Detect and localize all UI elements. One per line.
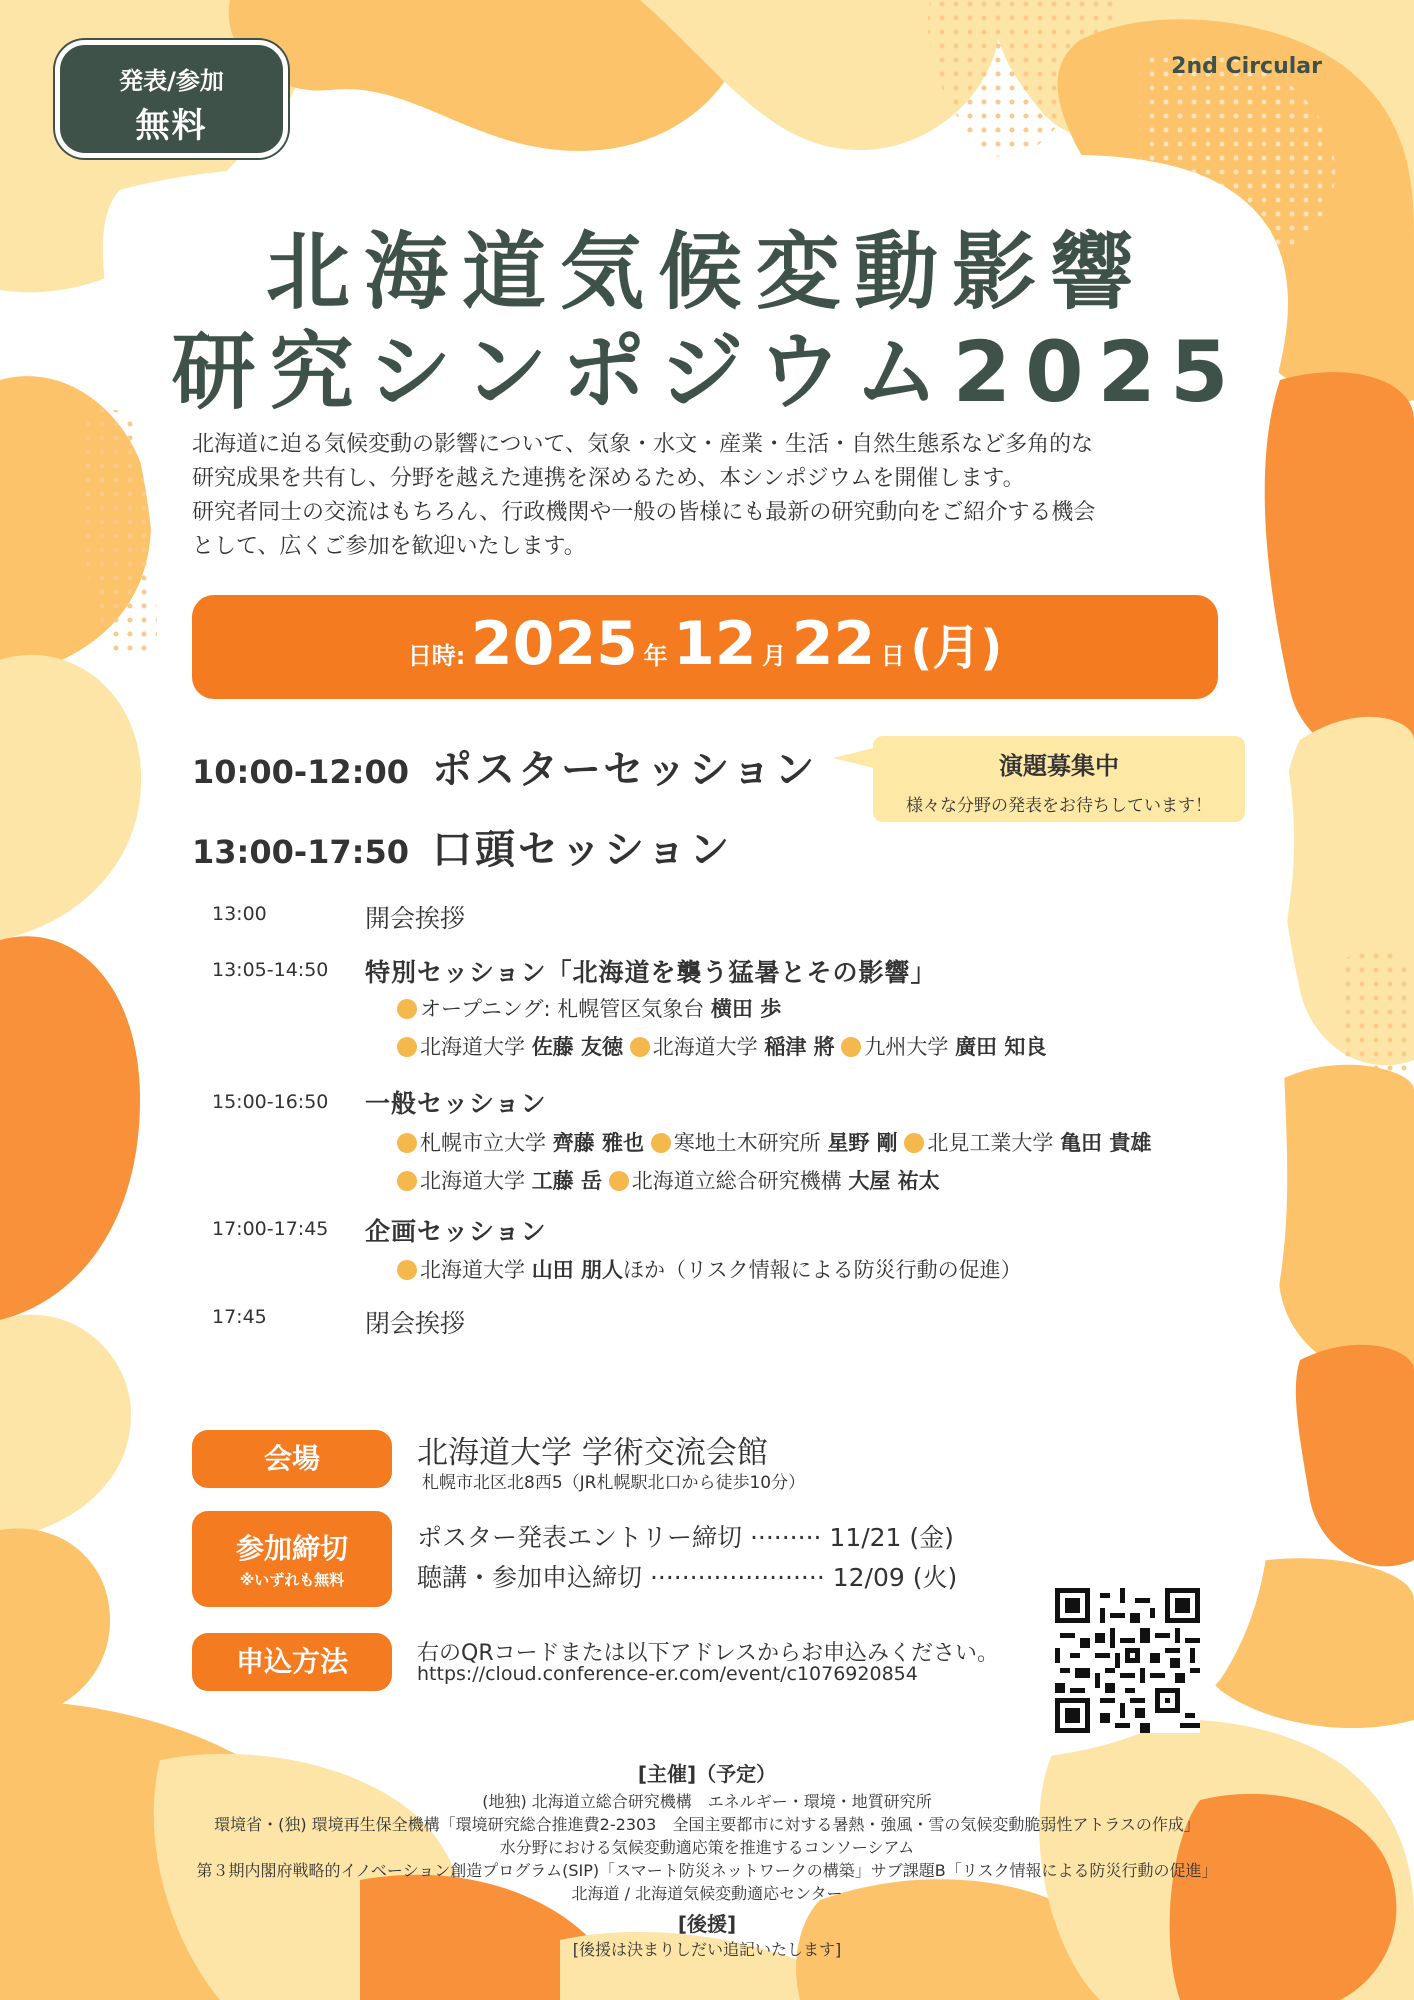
speaker-name: 稲津 將 [764, 1035, 835, 1059]
badge-line2: 無料 [135, 106, 208, 146]
circle-bullet-icon [397, 1171, 417, 1191]
deadline-label [192, 1511, 392, 1607]
speaker-org: 九州大学 [864, 1035, 956, 1059]
organizer-line: 環境省・(独) 環境再生保全機構「環境研究総合推進費2-2303 全国主要都市に対する暑熱・強風・雪の気候変動脆弱性アトラスの作成」 [214, 1815, 1200, 1834]
speaker-org: 北海道大学 [652, 1035, 765, 1059]
callout-title: 演題募集中 [999, 752, 1119, 780]
intro-paragraph [192, 428, 1242, 564]
program-title: 閉会挨拶 [365, 1309, 466, 1338]
circle-bullet-icon [397, 1037, 417, 1057]
intro-line: 研究者同士の交流はもちろん、行政機関や一般の皆様にも最新の研究動向をご紹介する機会 [192, 500, 1096, 525]
speaker-org: 札幌市立大学 [420, 1131, 553, 1155]
program-title: 企画セッション [365, 1217, 547, 1246]
organizers-heading: [主催]（予定） [637, 1762, 777, 1786]
date-day: 22 [791, 609, 876, 679]
circle-bullet-icon [904, 1133, 924, 1153]
poster-session [192, 738, 817, 795]
date-label: 日時: [407, 642, 466, 670]
speaker-line [397, 993, 781, 1023]
organizer-line: 水分野における気候変動適応策を推進するコンソーシアム [499, 1838, 915, 1857]
support-heading: [後援] [677, 1912, 737, 1936]
speaker-note: ほか（リスク情報による防災行動の促進） [623, 1258, 1022, 1282]
speaker-line [397, 1127, 1151, 1157]
speaker-name: 佐藤 友徳 [531, 1035, 623, 1059]
callout-subtitle: 様々な分野の発表をお待ちしています！ [906, 796, 1212, 816]
support-text: [後援は決まりしだい追記いたします] [572, 1940, 842, 1959]
badge-line1: 発表/参加 [119, 67, 224, 95]
program-time: 13:05-14:50 [212, 959, 329, 981]
circle-bullet-icon [651, 1133, 671, 1153]
qr-code-icon[interactable] [1055, 1588, 1200, 1733]
date-month-unit: 月 [762, 642, 787, 670]
program-time: 15:00-16:50 [212, 1091, 329, 1113]
oral-session [192, 818, 732, 875]
speaker-org: 北見工業大学 [927, 1131, 1061, 1155]
oral-session-name: 口頭セッション [432, 827, 733, 873]
intro-line: 研究成果を共有し、分野を越えた連携を深めるため、本シンポジウムを開催します。 [192, 466, 1025, 491]
circle-bullet-icon [841, 1037, 861, 1057]
speaker-line [397, 1165, 940, 1195]
speaker-org: 北海道大学 [420, 1258, 532, 1282]
date-bar [192, 595, 1218, 699]
poster-session-time: 10:00-12:00 [192, 753, 409, 791]
circle-bullet-icon [397, 1260, 417, 1280]
speaker-org: 北海道大学 [420, 1169, 532, 1193]
program-title: 一般セッション [365, 1089, 547, 1118]
apply-label: 申込方法 [192, 1633, 392, 1691]
date-year-unit: 年 [643, 642, 668, 670]
circular-label: 2nd Circular [1171, 54, 1322, 79]
speaker-org: オープニング: 札幌管区気象台 [420, 997, 711, 1021]
title-line1: 北海道気候変動影響 [265, 223, 1148, 321]
venue-label: 会場 [192, 1430, 392, 1488]
apply-instructions: 右のQRコードまたは以下アドレスからお申込みください。 [417, 1641, 999, 1666]
poster-session-name: ポスターセッション [432, 747, 818, 793]
circle-bullet-icon [609, 1171, 629, 1191]
venue-name: 北海道大学 学術交流会館 [417, 1435, 768, 1471]
speaker-org: 北海道大学 [420, 1035, 532, 1059]
organizer-line: 北海道 / 北海道気候変動適応センター [571, 1884, 843, 1903]
deadline-note: ※いずれも無料 [239, 1571, 345, 1589]
speaker-name: 大屋 祐太 [848, 1169, 940, 1193]
intro-line: 北海道に迫る気候変動の影響について、気象・水文・産業・生活・自然生態系など多角的な [192, 432, 1094, 457]
program-time: 17:45 [212, 1306, 267, 1328]
speaker-org: 北海道立総合研究機構 [631, 1169, 849, 1193]
circle-bullet-icon [630, 1037, 650, 1057]
speaker-line [397, 1031, 1046, 1061]
organizer-line: (地独) 北海道立総合研究機構 エネルギー・環境・地質研究所 [482, 1792, 932, 1811]
speaker-line [397, 1254, 1022, 1284]
date-weekday: (月) [910, 620, 1003, 676]
oral-session-time: 13:00-17:50 [192, 833, 409, 871]
speaker-name: 齊藤 雅也 [552, 1131, 644, 1155]
speaker-name: 亀田 貴雄 [1060, 1131, 1152, 1155]
attend-deadline: 聴講・参加申込締切 ······················ 12/09 (火) [417, 1563, 958, 1592]
program-time: 13:00 [212, 903, 267, 925]
call-for-papers-callout [873, 736, 1245, 822]
title-line2: 研究シンポジウム2025 [171, 323, 1243, 421]
apply-url-link[interactable]: https://cloud.conference-er.com/event/c1076920854 [417, 1663, 918, 1685]
venue-address: 札幌市北区北8西5（JR札幌駅北口から徒歩10分） [422, 1473, 806, 1493]
speaker-name: 廣田 知良 [955, 1035, 1047, 1059]
program-title: 特別セッション「北海道を襲う猛暑とその影響」 [365, 958, 937, 987]
speaker-name: 星野 剛 [827, 1131, 898, 1155]
organizer-line: 第３期内閣府戦略的イノベーション創造プログラム(SIP)「スマート防災ネットワークの構築」サブ課題B「リスク情報による防災行動の促進」 [196, 1861, 1218, 1880]
speaker-name: 横田 歩 [710, 997, 782, 1021]
circle-bullet-icon [397, 999, 417, 1019]
program-time: 17:00-17:45 [212, 1218, 329, 1240]
speaker-org: 寒地土木研究所 [673, 1131, 828, 1155]
speaker-name: 工藤 岳 [531, 1169, 602, 1193]
intro-line: として、広くご参加を歓迎いたします。 [192, 534, 586, 559]
free-badge [55, 40, 288, 158]
date-year: 2025 [470, 609, 638, 679]
speaker-name: 山田 朋人 [531, 1258, 623, 1282]
circle-bullet-icon [397, 1133, 417, 1153]
date-day-unit: 日 [880, 642, 905, 670]
poster-deadline: ポスター発表エントリー締切 ········· 11/21 (金) [417, 1523, 954, 1552]
date-month: 12 [673, 609, 757, 679]
deadline-label-text: 参加締切 [235, 1532, 348, 1565]
program-title: 開会挨拶 [365, 904, 466, 933]
